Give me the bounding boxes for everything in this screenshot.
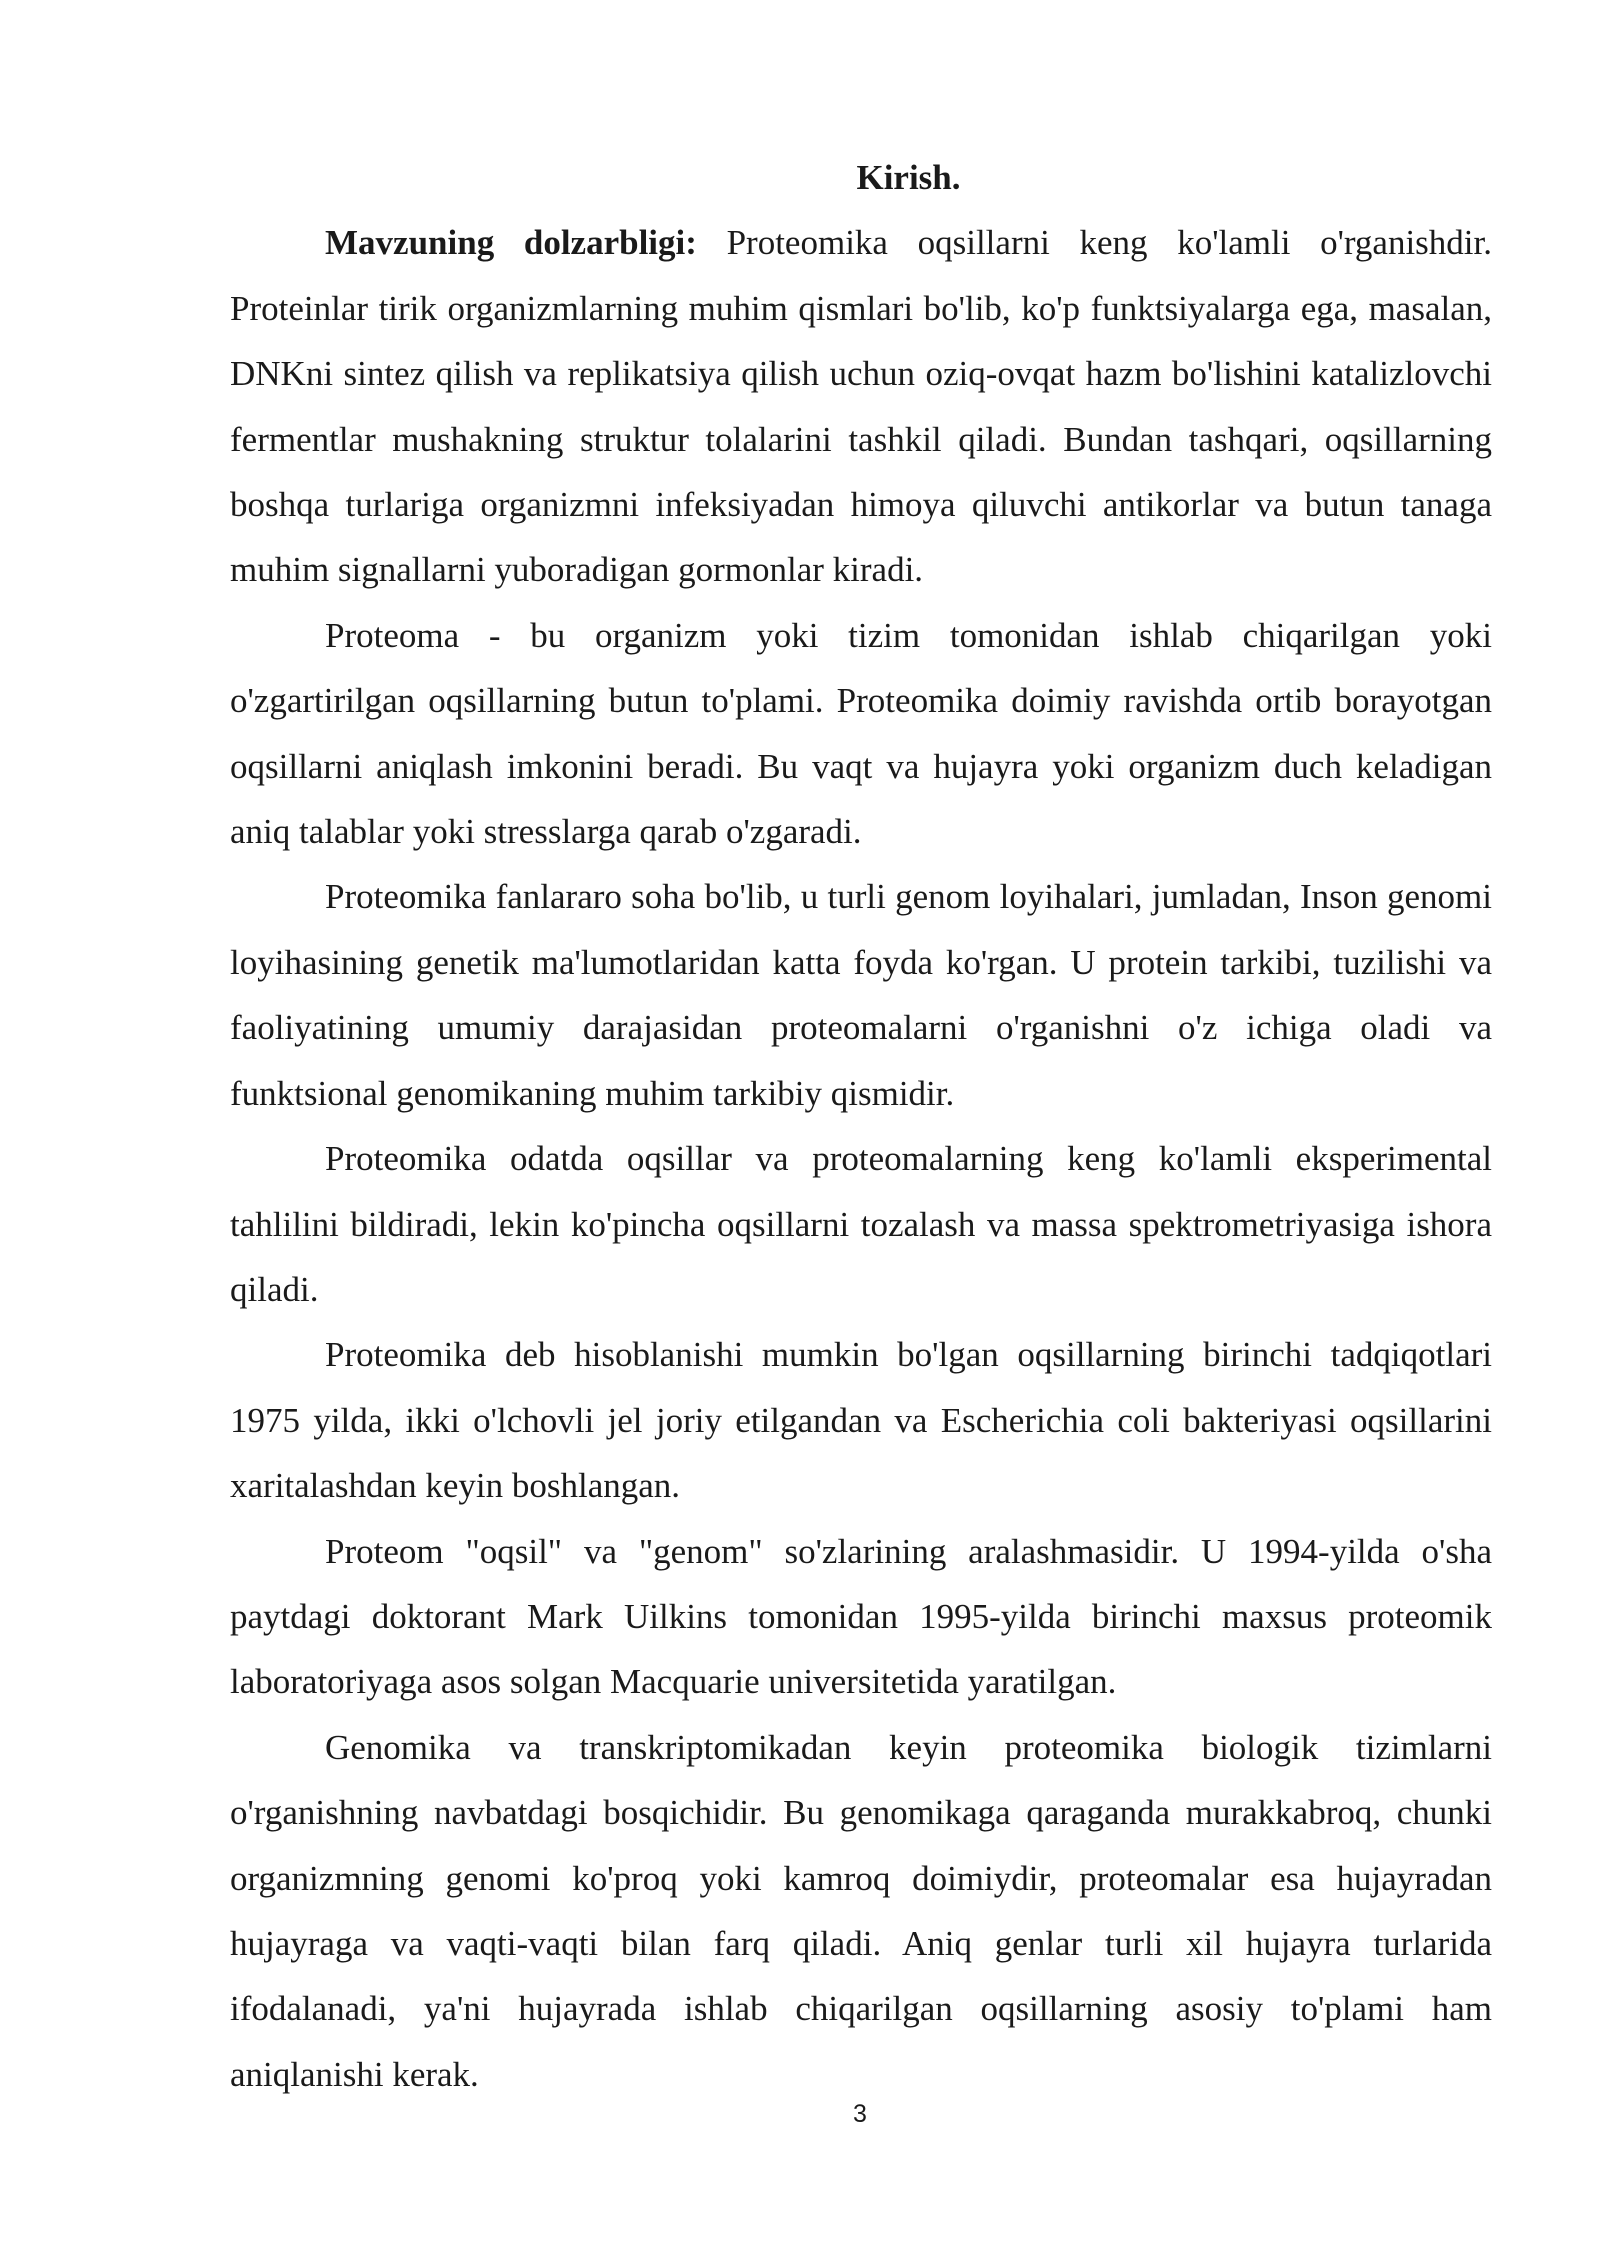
paragraph-etymology: Proteom "oqsil" va "genom" so'zlarining aralashmasidir. U 1994-yilda o'sha paytdagi doktorant Mark Uilkins tomonidan 1995-yilda birinchi maxsus proteomik laboratoriyaga asos solgan Macquarie universitetida yaratilgan. [230, 1531, 1492, 1702]
paragraph-experimental: Proteomika odatda oqsillar va proteomalarning keng ko'lamli eksperimental tahlilini bildiradi, lekin ko'pincha oqsillarni tozalash va massa spektrometriyasiga ishora qiladi. [230, 1139, 1492, 1309]
paragraph-history: Proteomika deb hisoblanishi mumkin bo'lgan oqsillarning birinchi tadqiqotlari 1975 yilda, ikki o'lchovli jel joriy etilgandan va Escherichia coli bakteriyasi oqsillarini xaritalashdan keyin boshlangan. [230, 1335, 1492, 1506]
page-content [230, 145, 1492, 2107]
section-title: Kirish. [856, 158, 961, 197]
paragraph-proteome: Proteoma - bu organizm yoki tizim tomonidan ishlab chiqarilgan yoki o'zgartirilgan oqsillarning butun to'plami. Proteomika doimiy ravishda ortib borayotgan oqsillarni aniqlash imkonini beradi. Bu vaqt va hujayra yoki organizm duch keladigan aniq talablar yoki stresslarga qarab o'zgaradi. [230, 615, 1492, 852]
paragraph-text: Proteomika oqsillarni keng ko'lamli o'rganishdir. Proteinlar tirik organizmlarning muhim qismlari bo'lib, ko'p funktsiyalarga ega, masalan, DNKni sintez qilish va replikatsiya qilish uchun oziq-ovqat hazm bo'lishini katalizlovchi fermentlar mushakning struktur tolalarini tashkil qiladi. Bundan tashqari, oqsillarning boshqa turlariga organizmni infeksiyadan himoya qiluvchi antikorlar va butun tanaga muhim signallarni yuboradigan gormonlar kiradi. [230, 223, 1493, 590]
paragraph-genomics: Genomika va transkriptomikadan keyin proteomika biologik tizimlarni o'rganishning navbatdagi bosqichidir. Bu genomikaga qaraganda murakkabroq, chunki organizmning genomi ko'proq yoki kamroq doimiydir, proteomalar esa hujayradan hujayraga va vaqti-vaqti bilan farq qiladi. Aniq genlar turli xil hujayra turlarida ifodalanadi, ya'ni hujayrada ishlab chiqarilgan oqsillarning asosiy to'plami ham aniqlanishi kerak. [230, 1727, 1492, 2094]
paragraph-interdisciplinary: Proteomika fanlararo soha bo'lib, u turli genom loyihalari, jumladan, Inson genomi loyihasining genetik ma'lumotlaridan katta foyda ko'rgan. U protein tarkibi, tuzilishi va faoliyatining umumiy darajasidan proteomalarni o'rganishni o'z ichiga oladi va funktsional genomikaning muhim tarkibiy qismidir. [230, 877, 1492, 1113]
paragraph-relevance [230, 210, 1492, 602]
paragraph-lead: Mavzuning dolzarbligi: [325, 223, 697, 263]
page-number: 3 [853, 2100, 867, 2128]
